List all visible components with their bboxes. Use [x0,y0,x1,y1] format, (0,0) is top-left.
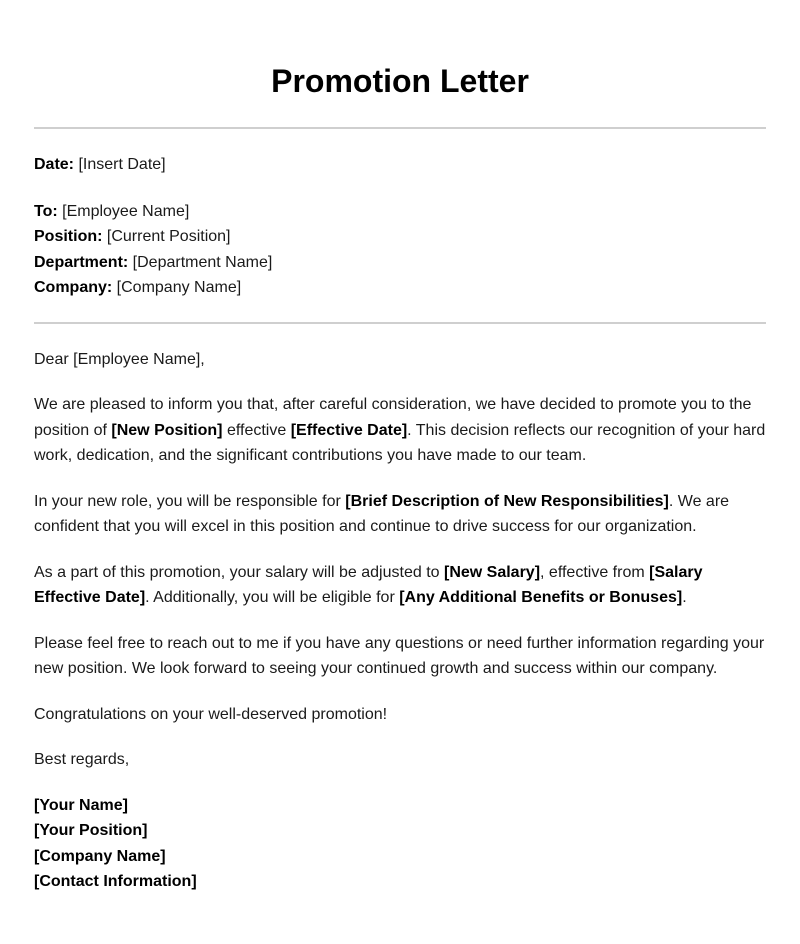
p3-text-2: , effective from [540,563,650,581]
closing: Best regards, [34,751,130,768]
page-title: Promotion Letter [271,63,529,99]
p1-text-2: effective [222,421,291,439]
to-line [34,199,766,225]
responsibilities-placeholder: [Brief Description of New Responsibilities] [345,492,669,510]
department-line [34,250,766,276]
company-value: [Company Name] [112,279,242,296]
p3-text-1: As a part of this promotion, your salary will be adjusted to [34,563,444,581]
new-position-placeholder: [New Position] [111,421,223,439]
signature-contact: [Contact Information] [34,873,197,890]
signature-block [34,793,766,895]
company-line [34,275,766,301]
p1-text-3: . This decision reflects our recognition of your hard work, dedication, and the significant contributions you have made to our team. [34,421,766,464]
date-value: [Insert Date] [74,156,166,173]
middle-divider [34,322,766,324]
department-label: Department: [34,253,129,271]
paragraph-congratulations: Congratulations on your well-deserved promotion! [34,705,388,723]
date-line [34,152,766,178]
department-value: [Department Name] [128,253,273,271]
to-label: To: [34,202,58,220]
signature-position: [Your Position] [34,822,148,839]
new-salary-placeholder: [New Salary] [443,563,541,581]
position-value: [Current Position] [102,228,231,245]
paragraph-responsibilities [34,489,766,540]
p2-text-2: . We are confident that you will excel in this position and continue to drive success for our organization. [34,492,730,535]
company-label: Company: [34,279,113,296]
p3-text-3: . Additionally, you will be eligible for [145,589,400,606]
position-label: Position: [34,228,103,245]
paragraph-contact: Please feel free to reach out to me if you have any questions or need further information regarding your new position. We look forward to seeing your continued growth and success within our company. [34,634,765,677]
paragraph-salary [34,560,766,611]
p1-text-1: We are pleased to inform you that, after careful consideration, we have decided to promote you to the position of [34,396,752,439]
paragraph-promotion [34,392,766,469]
signature-name: [Your Name] [34,796,128,814]
p2-text-1: In your new role, you will be responsible for [34,492,346,510]
p3-text-4: . [682,589,687,606]
date-label: Date: [34,156,75,173]
signature-company: [Company Name] [34,847,166,865]
to-value: [Employee Name] [57,202,190,220]
date-block [34,152,766,178]
effective-date-placeholder: [Effective Date] [290,421,408,439]
greeting: Dear [Employee Name], [34,350,205,368]
salary-effective-date-placeholder: [Salary Effective Date] [34,563,703,606]
recipient-block [34,199,766,301]
position-line [34,224,766,250]
top-divider [34,127,766,129]
benefits-placeholder: [Any Additional Benefits or Bonuses] [399,589,683,606]
